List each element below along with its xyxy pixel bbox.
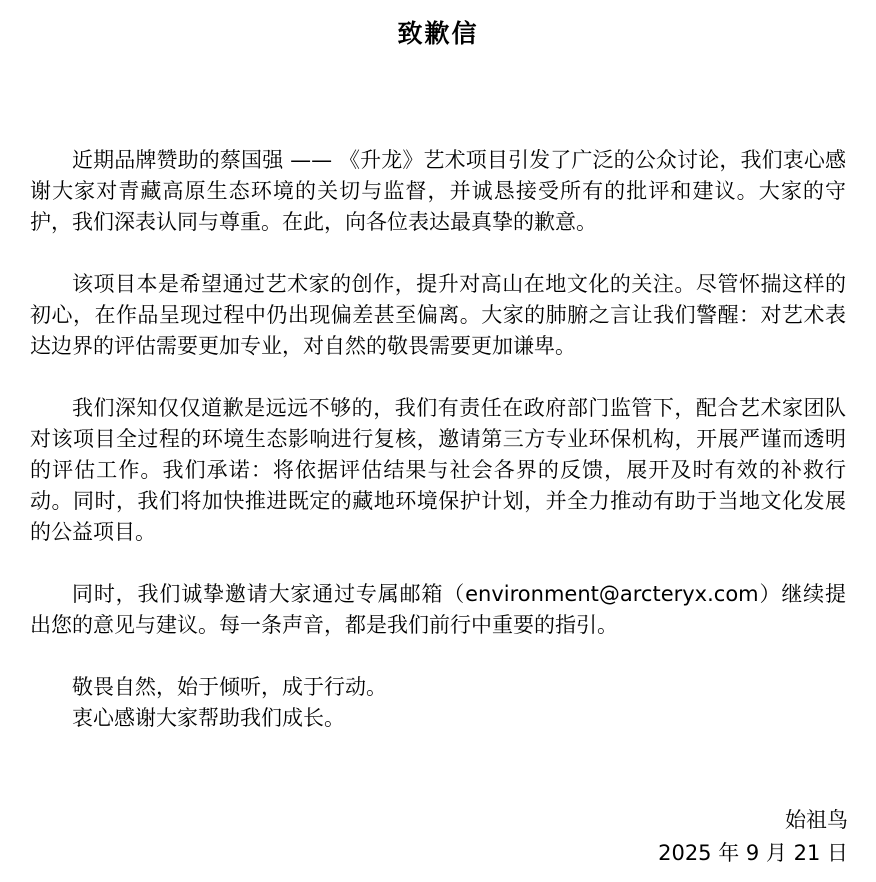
paragraph-project-intent: 该项目本是希望通过艺术家的创作，提升对高山在地文化的关注。尽管怀揣这样的初心，在作品呈现过程中仍出现偏差甚至偏离。大家的肺腑之言让我们警醒：对艺术表达边界的评估需要更加专业，对自然的敬畏需要更加谦卑。: [30, 272, 846, 358]
document-title: 致歉信: [397, 19, 479, 48]
paragraph-feedback-email: 同时，我们诚挚邀请大家通过专属邮箱（environment@arcteryx.com）继续提出您的意见与建议。每一条声音，都是我们前行中重要的指引。: [30, 582, 846, 637]
paragraph-remedial-actions: 我们深知仅仅道歉是远远不够的，我们有责任在政府部门监管下，配合艺术家团队对该项目全过程的环境生态影响进行复核，邀请第三方专业环保机构，开展严谨而透明的评估工作。我们承诺：将依据评估结果与社会各界的反馈，展开及时有效的补救行动。同时，我们将加快推进既定的藏地环境保护计划，并全力推动有助于当地文化发展的公益项目。: [30, 396, 846, 544]
closing-motto-line: 敬畏自然，始于倾听，成于行动。: [72, 675, 387, 699]
signature-date: 2025 年 9 月 21 日: [658, 841, 848, 865]
document-body: [0, 145, 876, 641]
signature-block: [658, 804, 848, 870]
paragraph-intro-apology: 近期品牌赞助的蔡国强 —— 《升龙》艺术项目引发了广泛的公众讨论，我们衷心感谢大家对青藏高原生态环境的关切与监督，并诚恳接受所有的批评和建议。大家的守护，我们深表认同与尊重。在此，向各位表达最真挚的歉意。: [30, 148, 846, 234]
signature-brand-name: 始祖鸟: [785, 808, 848, 832]
closing-thanks-line: 衷心感谢大家帮助我们成长。: [72, 706, 345, 730]
closing-section: [0, 672, 876, 734]
